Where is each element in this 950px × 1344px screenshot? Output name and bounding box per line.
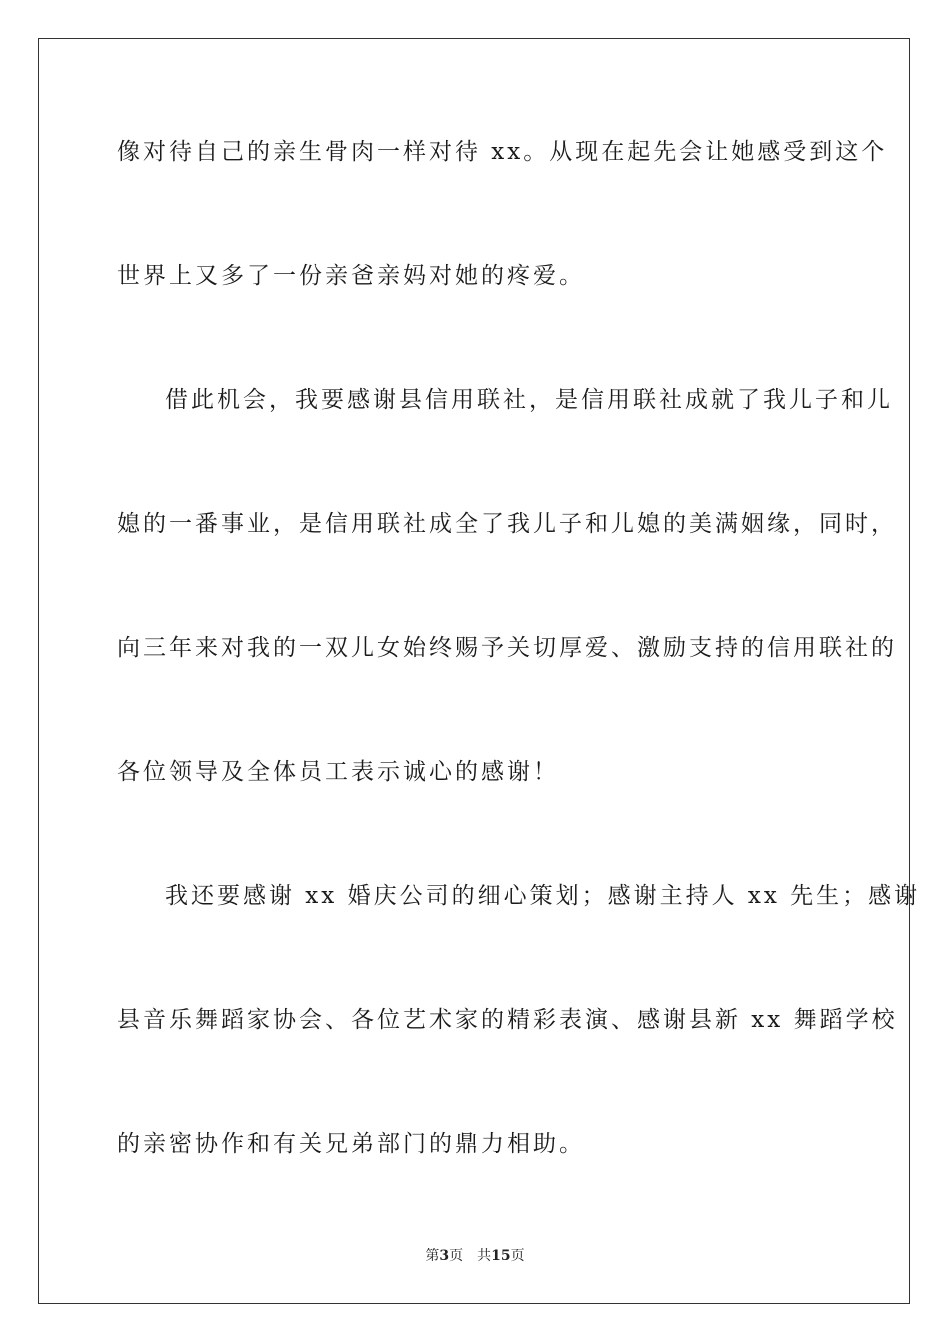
body-line-8: 县音乐舞蹈家协会、各位艺术家的精彩表演、感谢县新 xx 舞蹈学校 bbox=[117, 1007, 898, 1033]
footer-total-prefix: 共 bbox=[477, 1248, 492, 1264]
footer-total-pages: 15 bbox=[491, 1248, 511, 1264]
body-line-9: 的亲密协作和有关兄弟部门的鼎力相助。 bbox=[117, 1131, 585, 1157]
page-footer bbox=[0, 1247, 950, 1265]
body-line-6: 各位领导及全体员工表示诚心的感谢！ bbox=[117, 759, 559, 785]
footer-page-suffix: 页 bbox=[449, 1248, 464, 1264]
footer-page-number: 3 bbox=[439, 1248, 450, 1264]
footer-page-prefix: 第 bbox=[425, 1248, 440, 1264]
body-line-2: 世界上又多了一份亲爸亲妈对她的疼爱。 bbox=[117, 263, 585, 289]
body-line-4: 媳的一番事业，是信用联社成全了我儿子和儿媳的美满姻缘，同时， bbox=[117, 511, 897, 537]
body-line-7: 我还要感谢 xx 婚庆公司的细心策划；感谢主持人 xx 先生；感谢 bbox=[165, 883, 921, 909]
body-line-3: 借此机会，我要感谢县信用联社，是信用联社成就了我儿子和儿 bbox=[165, 387, 893, 413]
page-border bbox=[38, 38, 921, 1304]
footer-total-suffix: 页 bbox=[510, 1248, 525, 1264]
body-line-5: 向三年来对我的一双儿女始终赐予关切厚爱、激励支持的信用联社的 bbox=[117, 635, 897, 661]
body-line-1: 像对待自己的亲生骨肉一样对待 xx。从现在起先会让她感受到这个 bbox=[117, 139, 888, 165]
